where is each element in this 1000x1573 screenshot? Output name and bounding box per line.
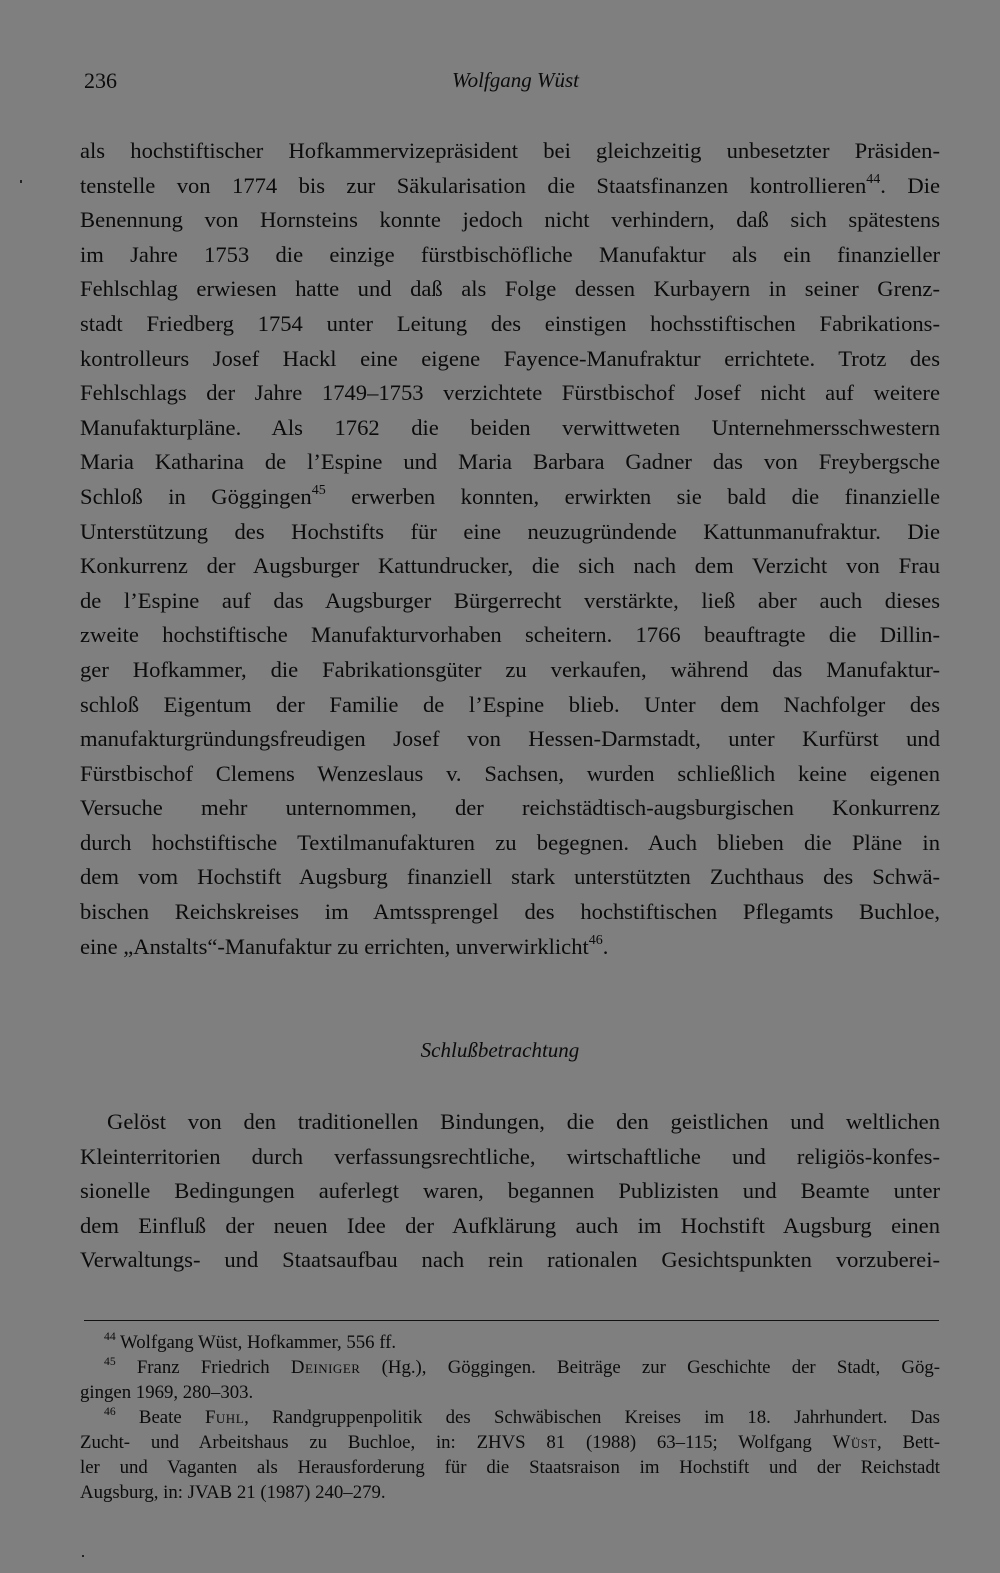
footnote-ref[interactable]: 44 [866,171,881,187]
text-line [80,480,940,515]
scan-speck [20,180,22,183]
text-line: Kleinterritorien durch verfassungsrechtliche, wirtschaftliche und religiös-konfes- [80,1143,940,1169]
text-line: Fehlschlag erwiesen hatte und daß als Folge dessen Kurbayern in seiner Grenz- [80,276,940,302]
footnote-number: 44 [104,1329,116,1343]
text-line: Versuche mehr unternommen, der reichstädtisch-augsburgischen Konkurrenz [80,795,940,821]
text-line: Maria Katharina de l’Espine und Maria Barbara Gadner das von Freybergsche [80,449,940,475]
text-line: Benennung von Hornsteins konnte jedoch nicht verhindern, daß sich spätestens [80,207,940,233]
text-line: zweite hochstiftische Manufakturvorhaben scheitern. 1766 beauftragte die Dillin- [80,622,940,648]
running-title: Wolfgang Wüst [452,68,579,92]
footnote-text: Zucht- und Arbeitshaus zu Buchloe, in: ZHVS 81 (1988) 63–115; Wolfgang [80,1432,833,1453]
text-line: manufakturgründungsfreudigen Josef von Hessen-Darmstadt, unter Kurfürst und [80,726,940,752]
text-run: erwerben konnten, erwirkten sie bald die finanzielle [325,483,940,509]
scan-speck [82,1555,84,1557]
text-run: . [602,933,609,959]
footnote-45 [80,1355,940,1380]
footnotes [80,1330,940,1505]
text-line: Fehlschlags der Jahre 1749–1753 verzichtete Fürstbischof Josef nicht auf weitere [80,380,940,406]
footnote-45-cont: gingen 1969, 280–303. [80,1382,254,1403]
author-name: Wüst [832,1432,877,1453]
author-name: Fuhl [204,1407,245,1428]
footnote-text: Franz Friedrich [136,1357,291,1378]
text-run: . Die [880,172,940,198]
text-line: Unterstützung des Hochstifts für eine neuzugründende Kattunmanufraktur. Die [80,518,940,544]
text-line [80,169,940,204]
text-line: dem vom Hochstift Augsburg finanziell stark unterstützten Zuchthaus des Schwä- [80,864,940,890]
text-line: ger Hofkammer, die Fabrikationsgüter zu verkaufen, während das Manufaktur- [80,656,940,682]
footnote-46-cont [80,1430,940,1455]
footnote-text: , Randgruppenpolitik des Schwäbischen Kreises im 18. Jahrhundert. Das [244,1407,940,1428]
conclusion-paragraph [80,1105,940,1278]
text-run: tenstelle von 1774 bis zur Säkularisation die Staatsfinanzen kontrollieren [80,172,867,198]
footnote-divider [84,1320,939,1321]
text-line: bischen Reichskreises im Amtssprengel des hochstiftischen Pflegamts Buchloe, [80,899,940,925]
page-number: 236 [84,68,117,93]
page-header [84,68,940,102]
text-line: Manufakturpläne. Als 1762 die beiden verwittweten Unternehmersschwestern [80,414,940,440]
text-line: Fürstbischof Clemens Wenzeslaus v. Sachsen, wurden schließlich keine eigenen [80,760,940,786]
text-line [80,930,940,965]
footnote-number: 46 [104,1404,116,1418]
footnote-44 [80,1330,940,1355]
footnote-text: Beate [138,1407,205,1428]
text-line: Gelöst von den traditionellen Bindungen, die den geistlichen und weltlichen [107,1109,940,1134]
text-line: im Jahre 1753 die einzige fürstbischöfliche Manufaktur als ein finanzieller [80,241,940,267]
section-heading: Schlußbetrachtung [420,1038,580,1062]
text-line: Konkurrenz der Augsburger Kattundrucker, die sich nach dem Verzicht von Frau [80,553,940,579]
text-run: Schloß in Göggingen [80,483,312,509]
main-paragraph [80,134,940,964]
footnote-46-cont: Augsburg, in: JVAB 21 (1987) 240–279. [80,1482,386,1503]
text-line: Verwaltungs- und Staatsaufbau nach rein rationalen Gesichtspunkten vorzuberei- [80,1247,940,1273]
footnote-text: (Hg.), Göggingen. Beiträge zur Geschichte der Stadt, Gög- [360,1357,940,1378]
author-name: Deiniger [290,1357,361,1378]
text-line: als hochstiftischer Hofkammervizepräsident bei gleichzeitig unbesetzter Präsiden- [80,138,940,163]
text-line: kontrolleurs Josef Hackl eine eigene Fayence-Manufraktur errichtete. Trotz des [80,345,940,371]
text-run: eine „Anstalts“-Manufaktur zu errichten, unverwirklicht [80,933,589,959]
text-line: sionelle Bedingungen auferlegt waren, begannen Publizisten und Beamte unter [80,1178,940,1204]
footnote-text: Wolfgang Wüst, Hofkammer, 556 ff. [120,1332,397,1353]
footnote-ref[interactable]: 45 [311,483,326,499]
footnote-text: , Bett- [876,1432,940,1453]
footnote-46 [80,1405,940,1430]
footnote-ref[interactable]: 46 [588,932,603,948]
text-line: stadt Friedberg 1754 unter Leitung des einstigen hochsstiftischen Fabrikations- [80,310,940,336]
text-line: dem Einfluß der neuen Idee der Aufklärung auch im Hochstift Augsburg einen [80,1212,940,1238]
text-line: schloß Eigentum der Familie de l’Espine blieb. Unter dem Nachfolger des [80,691,940,717]
footnote-number: 45 [104,1354,116,1368]
text-line: de l’Espine auf das Augsburger Bürgerrecht verstärkte, ließ aber auch dieses [80,587,940,613]
text-line: durch hochstiftische Textilmanufakturen zu begegnen. Auch blieben die Pläne in [80,829,940,855]
footnote-46-cont: ler und Vaganten als Herausforderung für die Staatsraison im Hochstift und der Reichstadt [80,1457,940,1478]
